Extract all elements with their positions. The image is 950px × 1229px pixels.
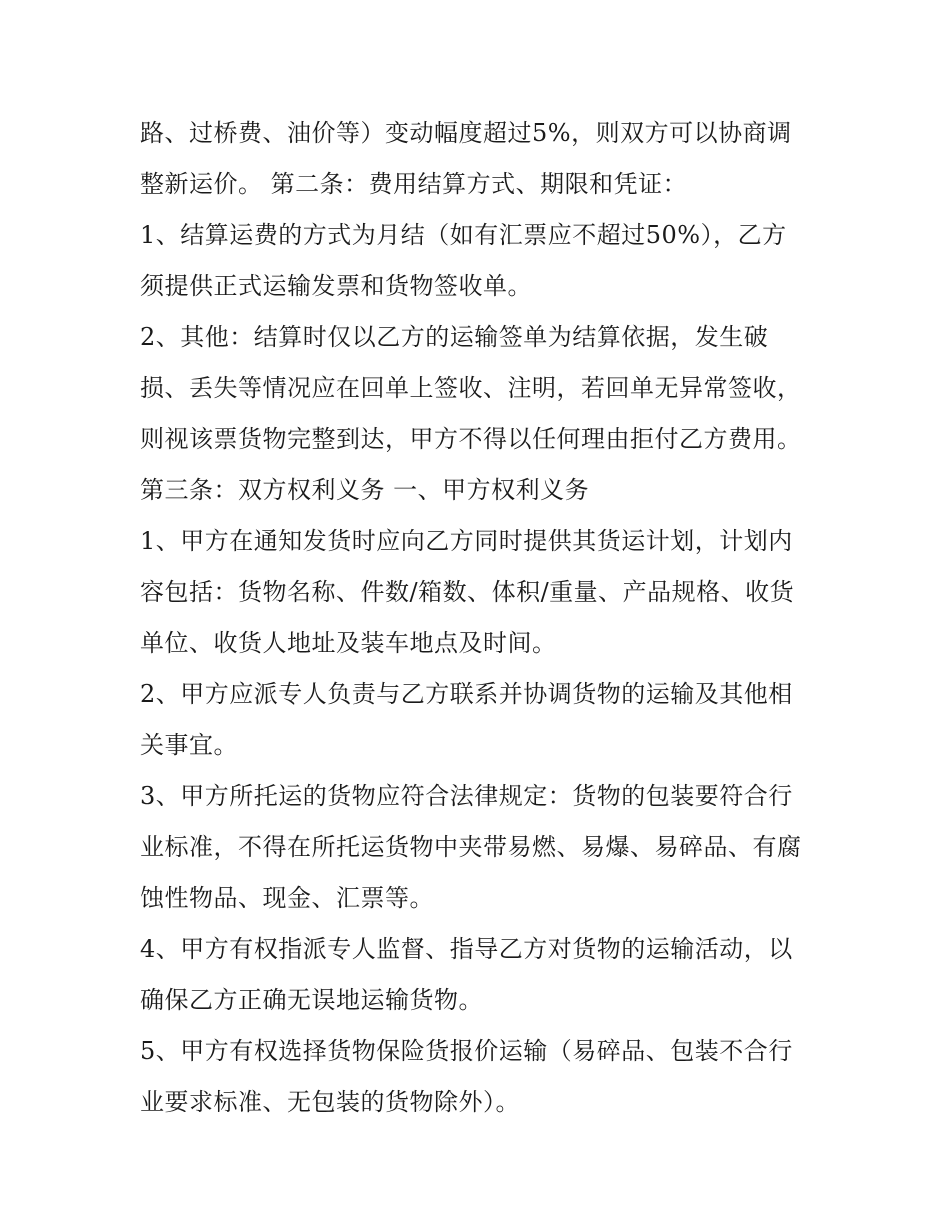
text-line: 容包括：货物名称、件数/箱数、体积/重量、产品规格、收货 [140,578,795,606]
text-line: 蚀性物品、现金、汇票等。 [140,884,434,912]
text-line: 须提供正式运输发票和货物签收单。 [140,272,532,300]
document-body [140,108,820,1128]
text-line: 1、甲方在通知发货时应向乙方同时提供其货运计划，计划内 [140,527,793,555]
text-line: 第三条：双方权利义务 一、甲方权利义务 [140,476,590,504]
text-line: 损、丢失等情况应在回单上签收、注明，若回单无异常签收， [140,374,802,402]
text-line: 业标准，不得在所托运货物中夹带易燃、易爆、易碎品、有腐 [140,833,802,861]
text-line: 1、结算运费的方式为月结（如有汇票应不超过50%），乙方 [140,221,787,249]
text-line: 3、甲方所托运的货物应符合法律规定：货物的包装要符合行 [140,782,793,810]
text-line: 2、其他：结算时仅以乙方的运输签单为结算依据，发生破 [140,323,769,351]
text-line: 5、甲方有权选择货物保险货报价运输（易碎品、包装不合行 [140,1037,793,1065]
text-line: 2、甲方应派专人负责与乙方联系并协调货物的运输及其他相 [140,680,793,708]
text-line: 则视该票货物完整到达，甲方不得以任何理由拒付乙方费用。 [140,425,802,453]
text-line: 业要求标准、无包装的货物除外）。 [140,1088,520,1116]
text-line: 4、甲方有权指派专人监督、指导乙方对货物的运输活动，以 [140,935,793,963]
text-line: 整新运价。 第二条：费用结算方式、期限和凭证： [140,170,688,198]
text-line: 单位、收货人地址及装车地点及时间。 [140,629,557,657]
text-line: 确保乙方正确无误地运输货物。 [140,986,483,1014]
text-line: 关事宜。 [140,731,238,759]
text-line: 路、过桥费、油价等）变动幅度超过5%，则双方可以协商调 [140,119,792,147]
